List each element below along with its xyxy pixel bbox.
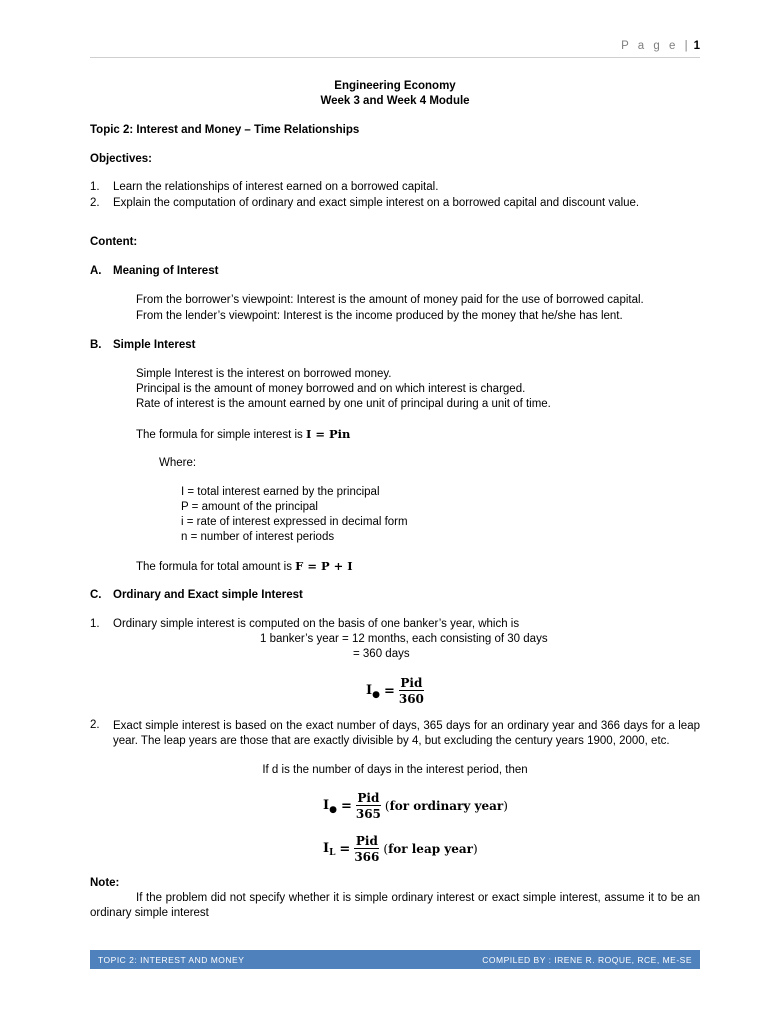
definition-line: P = amount of the principal [181,501,318,513]
total-formula-line [136,559,353,573]
formula-lhs: $I_●$ [366,682,380,700]
where-label: Where: [159,457,197,469]
section-title: Ordinary and Exact simple Interest [113,589,303,601]
ordinary-interest-formula [366,676,424,706]
document-title: Engineering Economy [334,80,456,92]
total-amount-formula: F = P + I [295,559,353,573]
definition-line: n = number of interest periods [181,531,335,543]
formula-intro: The formula for simple interest is [136,429,303,441]
page-number: 1 [693,40,700,52]
exact-leap-formula [323,834,478,864]
paragraph-line: Principal is the amount of money borrowed and on which interest is charged. [136,383,526,395]
paragraph-line: Simple Interest is the interest on borrowed money. [136,368,392,380]
page-word: P a g e [621,40,679,52]
paragraph-line: From the borrower’s viewpoint: Interest is the amount of money paid for the use of borrowed capital. [136,294,644,306]
definition-line: I = total interest earned by the principal [181,486,380,498]
formula-lhs: $I_●$ [323,797,337,815]
section-title: Simple Interest [113,339,196,351]
page-separator: | [684,40,691,52]
total-intro: The formula for total amount is [136,561,292,573]
bankers-days-line: = 360 days [353,648,410,660]
footer-bar [90,950,700,969]
header-rule [90,57,700,58]
objective-number: 2. [90,197,100,209]
footer-author: COMPILED BY : IRENE R. ROQUE, RCE, ME-SE [482,954,692,965]
list-item-text: Ordinary simple interest is computed on the basis of one banker’s year, which is [113,618,520,630]
list-number: 1. [90,618,100,630]
formula-fraction: $\frac{\text{Pid}}{366}$ [354,834,380,864]
topic-heading: Topic 2: Interest and Money – Time Relationships [90,124,360,136]
days-definition-line: If d is the number of days in the interest period, then [262,764,528,776]
note-text: If the problem did not specify whether it is simple ordinary interest or exact simple interest, assume it to be an ordinary simple interest [90,892,700,919]
formula-note: (for leap year) [383,842,478,856]
objective-number: 1. [90,181,100,193]
list-item-paragraph: Exact simple interest is based on the exact number of days, 365 days for an ordinary year and 366 days for a leap year. The leap years are those that are exactly divisible by 4, but excluding the century years 1900, 2000, etc. [113,720,700,747]
paragraph-line: Rate of interest is the amount earned by one unit of principal during a unit of time. [136,398,551,410]
equals-sign: = [339,841,351,857]
section-title: Meaning of Interest [113,265,219,277]
objective-item: Learn the relationships of interest earned on a borrowed capital. [113,181,439,193]
exact-ordinary-formula [323,791,508,821]
definition-line: i = rate of interest expressed in decimal form [181,516,408,528]
formula-fraction: $\frac{\text{Pid}}{360}$ [398,676,424,706]
footer-topic: TOPIC 2: INTEREST AND MONEY [98,954,245,965]
bankers-year-line: 1 banker’s year = 12 months, each consisting of 30 days [260,633,548,645]
section-label: B. [90,339,102,351]
page-number-label [621,40,700,52]
objective-item: Explain the computation of ordinary and exact simple interest on a borrowed capital and discount value. [113,197,640,209]
section-label: A. [90,265,102,277]
section-label: C. [90,589,102,601]
content-heading: Content: [90,236,138,248]
formula-intro-line [136,427,350,441]
note-heading: Note: [90,877,120,889]
formula-note: (for ordinary year) [384,799,508,813]
paragraph-line: From the lender’s viewpoint: Interest is the income produced by the money that he/she has lent. [136,310,623,322]
equals-sign: = [340,798,352,814]
document-subtitle: Week 3 and Week 4 Module [320,95,470,107]
objectives-heading: Objectives: [90,153,152,165]
formula-lhs: $I_L$ [323,840,336,858]
equals-sign: = [383,683,395,699]
formula-fraction: $\frac{\text{Pid}}{365}$ [355,791,381,821]
list-number: 2. [90,719,100,731]
simple-interest-formula: I = Pin [306,427,351,441]
